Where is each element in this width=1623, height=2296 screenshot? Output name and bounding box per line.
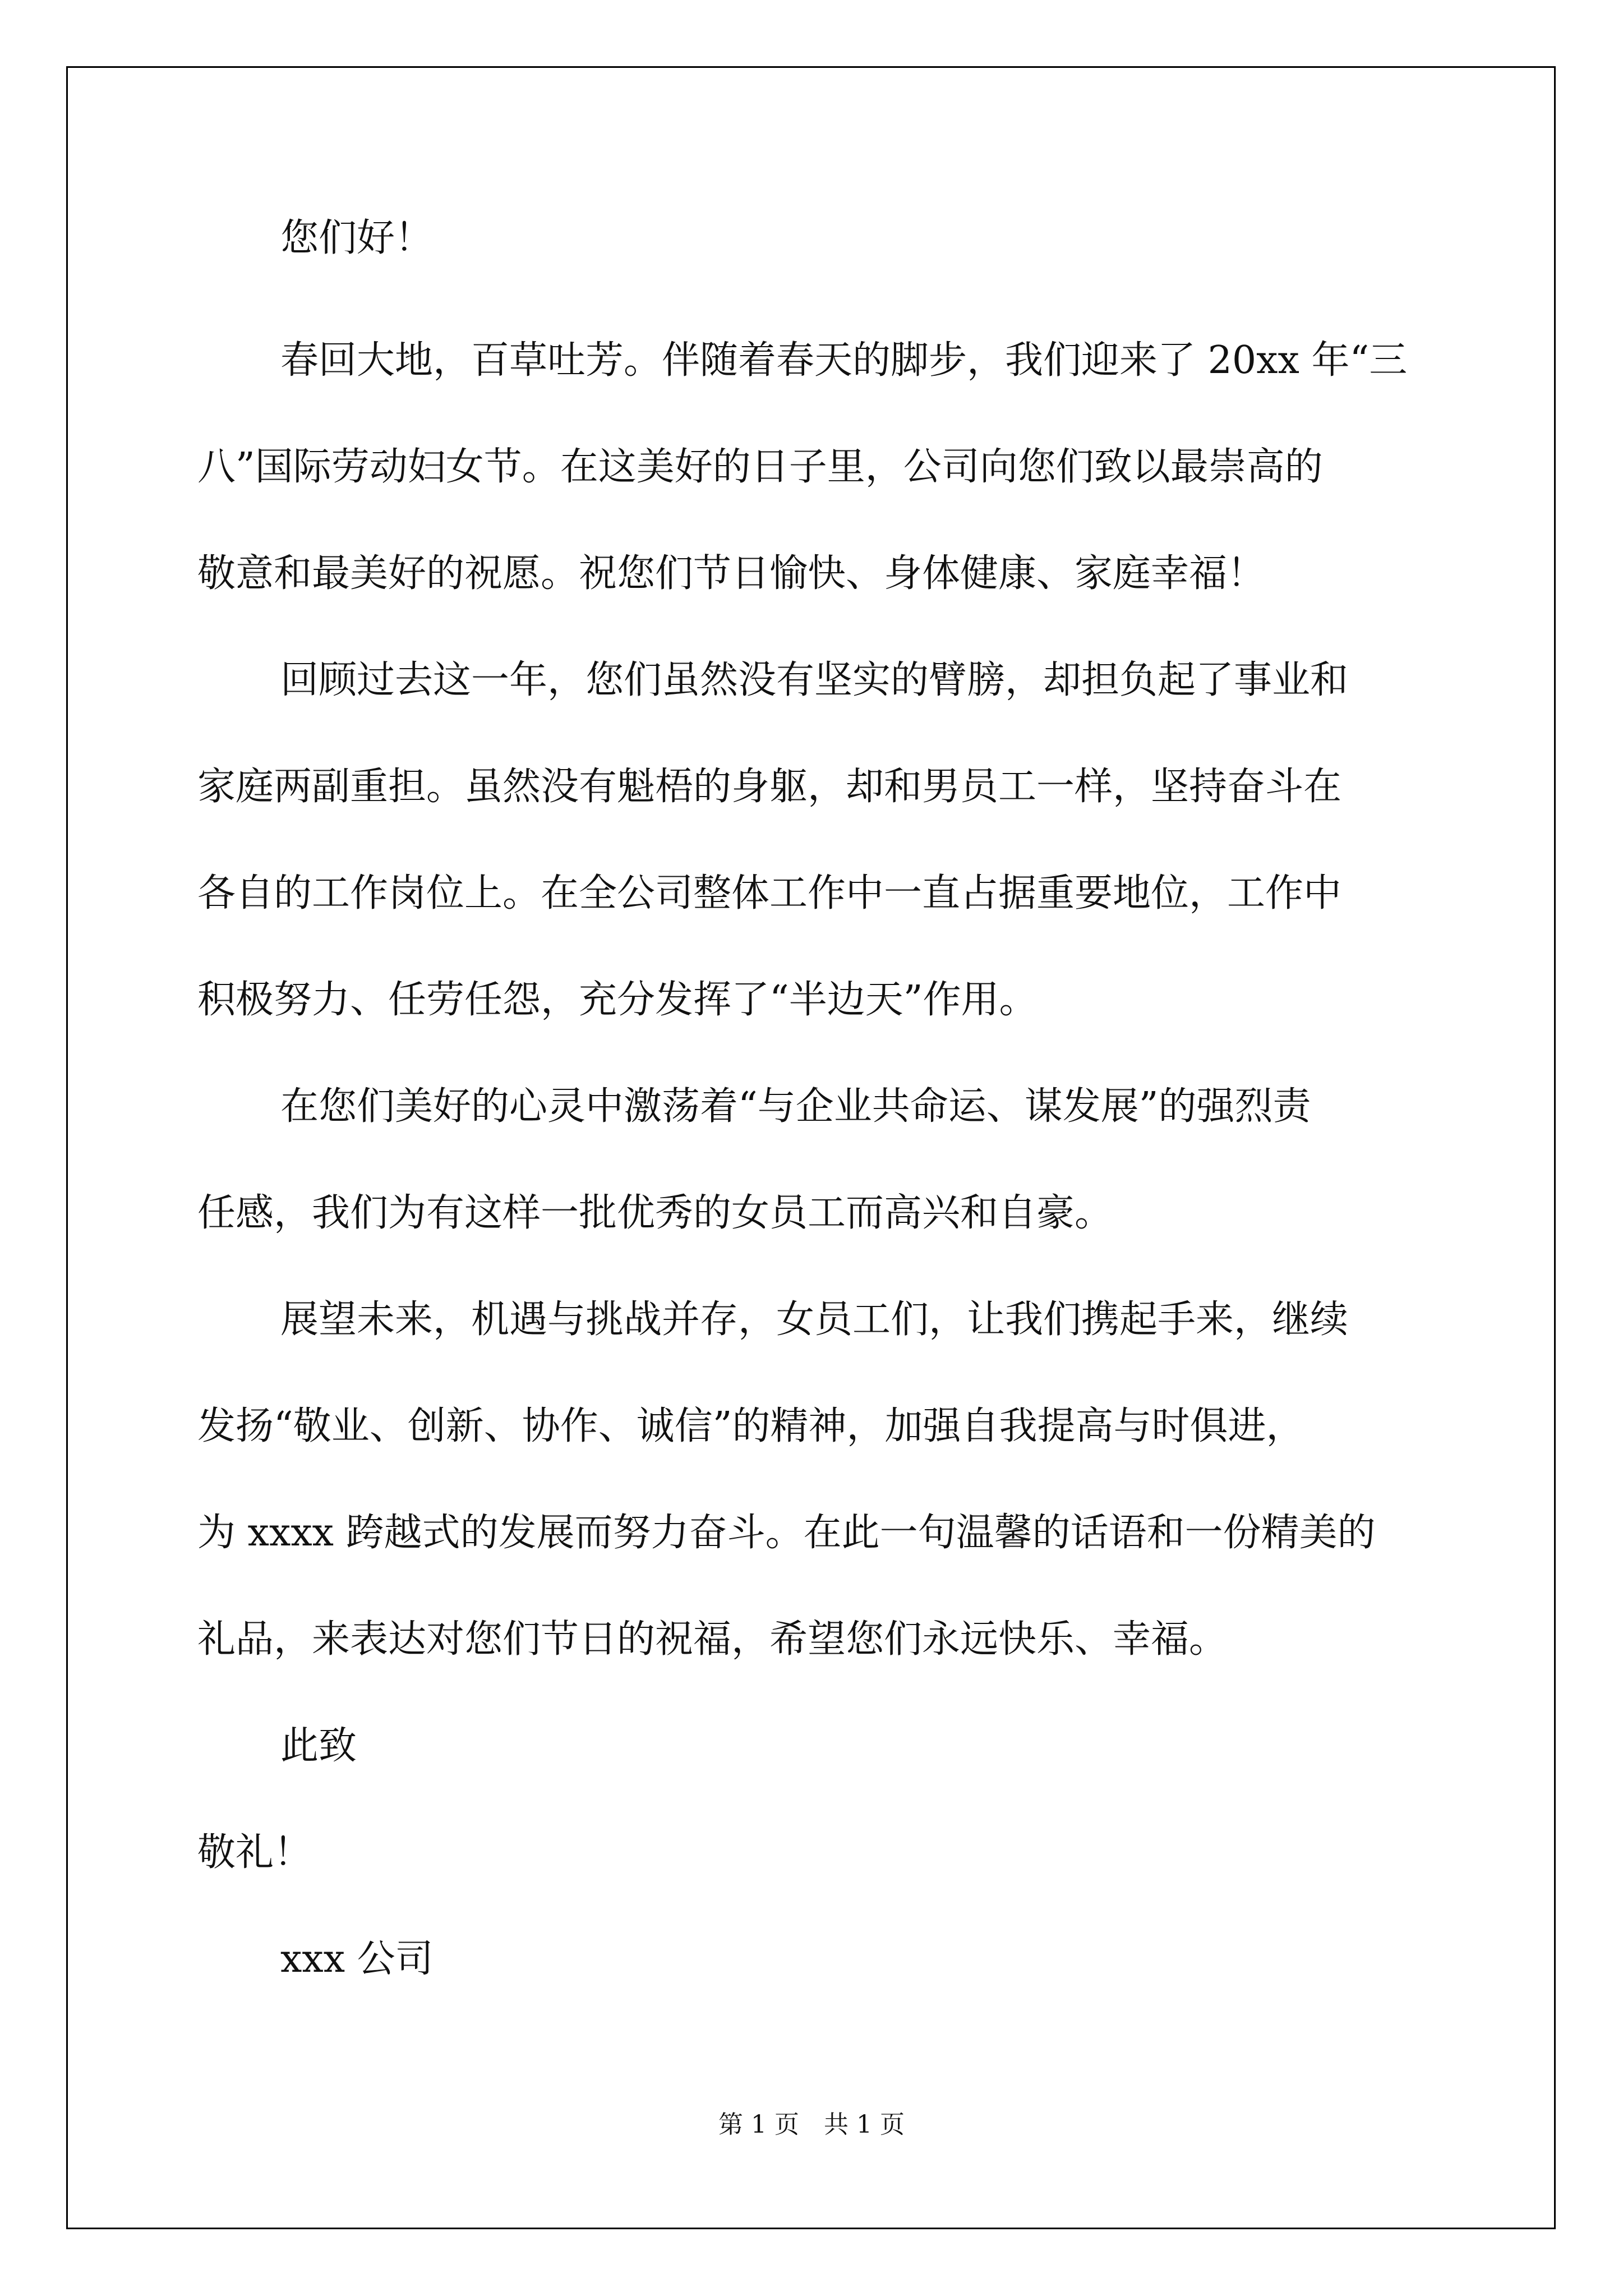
closing-salutation: 此致 xyxy=(280,1724,357,1768)
paragraph-2-line-4: 积极努力、任劳任怨，充分发挥了“半边天”作用。 xyxy=(197,978,1038,1022)
paragraph-2-line-3: 各自的工作岗位上。在全公司整体工作中一直占据重要地位，工作中 xyxy=(197,871,1342,915)
paragraph-1-line-2: 八”国际劳动妇女节。在这美好的日子里，公司向您们致以最崇高的 xyxy=(197,445,1323,489)
page-border xyxy=(66,66,1556,2229)
paragraph-3-line-2: 任感，我们为有这样一批优秀的女员工而高兴和自豪。 xyxy=(197,1191,1113,1235)
closing-regards: 敬礼！ xyxy=(197,1830,312,1875)
paragraph-4-line-2: 发扬“敬业、创新、协作、诚信”的精神，加强自我提高与时俱进， xyxy=(197,1404,1304,1448)
paragraph-1-line-1: 春回大地，百草吐芳。伴随着春天的脚步，我们迎来了 20xx 年“三 xyxy=(280,338,1408,383)
paragraph-1-line-3: 敬意和最美好的祝愿。祝您们节日愉快、身体健康、家庭幸福！ xyxy=(197,551,1266,596)
greeting: 您们好！ xyxy=(280,216,434,260)
paragraph-2-line-1: 回顾过去这一年，您们虽然没有坚实的臂膀，却担负起了事业和 xyxy=(280,658,1349,702)
paragraph-2-line-2: 家庭两副重担。虽然没有魁梧的身躯，却和男员工一样，坚持奋斗在 xyxy=(197,765,1342,809)
paragraph-4-line-4: 礼品，来表达对您们节日的祝福，希望您们永远快乐、幸福。 xyxy=(197,1617,1228,1662)
paragraph-3-line-1: 在您们美好的心灵中激荡着“与企业共命运、谋发展”的强烈责 xyxy=(280,1084,1311,1129)
page-footer: 第 1 页 共 1 页 xyxy=(718,2110,905,2139)
signature: xxx 公司 xyxy=(280,1937,434,1981)
paragraph-4-line-3: 为 xxxx 跨越式的发展而努力奋斗。在此一句温馨的话语和一份精美的 xyxy=(197,1511,1376,1555)
paragraph-4-line-1: 展望未来，机遇与挑战并存，女员工们，让我们携起手来，继续 xyxy=(280,1297,1349,1342)
